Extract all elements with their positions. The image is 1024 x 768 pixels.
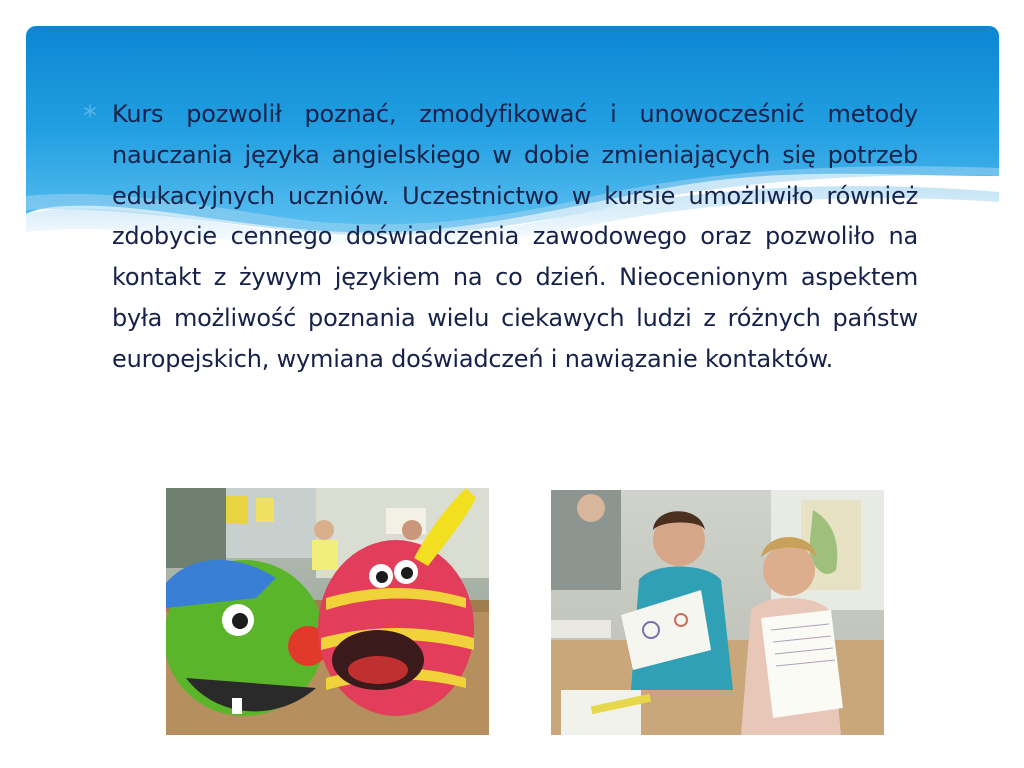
- bullet-item: [112, 94, 918, 380]
- puppets-photo-image: [166, 488, 489, 735]
- teachers-photo: [551, 490, 884, 735]
- snowflake-bullet-icon: [83, 104, 97, 118]
- bullet-text: Kurs pozwolił poznać, zmodyfikować i unowocześnić metody nauczania języka angielskiego w dobie zmieniających się potrzeb edukacyjnych uczniów. Uczestnictwo w kursie umożliwiło również zdobycie cennego doświadczenia zawodowego oraz pozwoliło na kontakt z żywym językiem na co dzień. Nieocenionym aspektem była możliwość poznania wielu ciekawych ludzi z różnych państw europejskich, wymiana doświadczeń i nawiązanie kontaktów.: [112, 100, 918, 373]
- puppets-photo: [166, 488, 489, 735]
- teachers-photo-image: [551, 490, 884, 735]
